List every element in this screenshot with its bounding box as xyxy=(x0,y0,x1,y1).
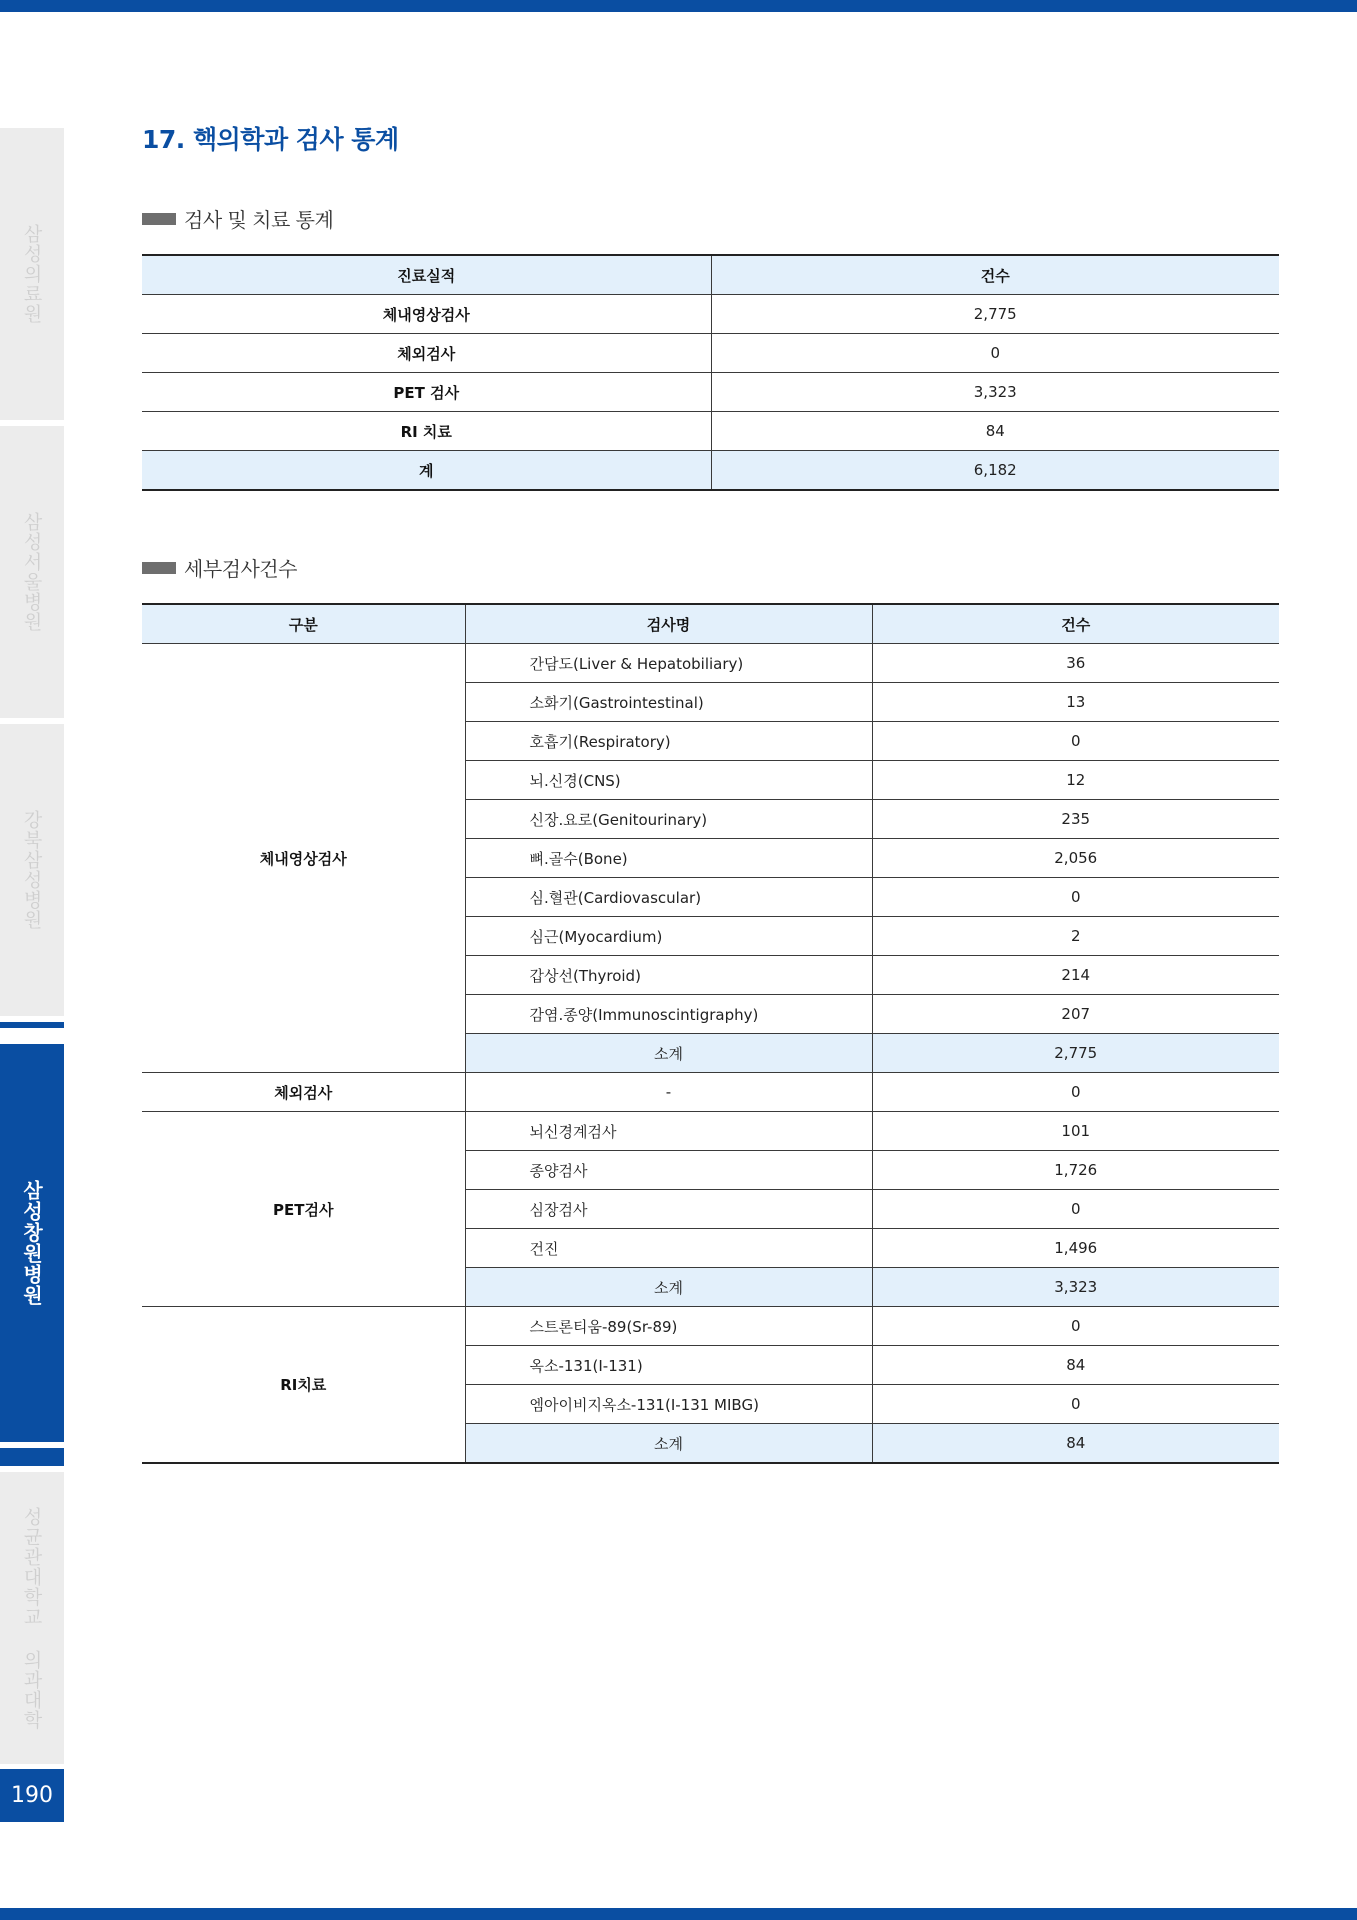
table-row xyxy=(142,1112,1279,1151)
side-tab-samsung-changwon-hospital[interactable] xyxy=(0,1044,64,1442)
column-header: 건수 xyxy=(872,604,1279,644)
exam-count: 0 xyxy=(872,1385,1279,1424)
exam-name: 건진 xyxy=(465,1229,872,1268)
exam-count: 36 xyxy=(872,644,1279,683)
exam-name: 호흡기(Respiratory) xyxy=(465,722,872,761)
side-tab-kangbuk-samsung-hospital[interactable] xyxy=(0,724,64,1016)
table-row xyxy=(142,412,1279,451)
row-label: PET 검사 xyxy=(142,373,711,412)
group-label: 체내영상검사 xyxy=(142,644,465,1073)
exam-name: 소화기(Gastrointestinal) xyxy=(465,683,872,722)
subtotal-label: 소계 xyxy=(465,1424,872,1464)
table-row xyxy=(142,334,1279,373)
section-marker xyxy=(142,213,176,225)
exam-count: 2,056 xyxy=(872,839,1279,878)
side-tab-divider xyxy=(0,1022,64,1028)
row-count: 3,323 xyxy=(711,373,1279,412)
row-label: 체외검사 xyxy=(142,334,711,373)
exam-name: 감염.종양(Immunoscintigraphy) xyxy=(465,995,872,1034)
column-header: 진료실적 xyxy=(142,255,711,295)
section-marker xyxy=(142,562,176,574)
column-header: 구분 xyxy=(142,604,465,644)
table-row xyxy=(142,644,1279,683)
side-tab-label: 삼성의료원 xyxy=(20,224,43,324)
exam-name: 엠아이비지옥소-131(I-131 MIBG) xyxy=(465,1385,872,1424)
page-number: 190 xyxy=(0,1769,64,1822)
group-label: PET검사 xyxy=(142,1112,465,1307)
row-label: 체내영상검사 xyxy=(142,295,711,334)
subtotal-count: 84 xyxy=(872,1424,1279,1464)
exam-name: 간담도(Liver & Hepatobiliary) xyxy=(465,644,872,683)
subtotal-count: 2,775 xyxy=(872,1034,1279,1073)
exam-name: 뇌신경계검사 xyxy=(465,1112,872,1151)
exam-count: 84 xyxy=(872,1346,1279,1385)
row-count: 2,775 xyxy=(711,295,1279,334)
side-tab-skku-medicine[interactable] xyxy=(0,1472,64,1764)
exam-count: 1,496 xyxy=(872,1229,1279,1268)
table-header-row xyxy=(142,255,1279,295)
row-count: 0 xyxy=(711,334,1279,373)
total-count: 6,182 xyxy=(711,451,1279,491)
exam-name: 뼈.골수(Bone) xyxy=(465,839,872,878)
exam-name: 갑상선(Thyroid) xyxy=(465,956,872,995)
exam-count: 214 xyxy=(872,956,1279,995)
side-tab-label: 성균관대학교 의과대학 xyxy=(20,1506,43,1730)
table-row xyxy=(142,1073,1279,1112)
exam-name: 뇌.신경(CNS) xyxy=(465,761,872,800)
exam-count: 1,726 xyxy=(872,1151,1279,1190)
side-tab-label: 삼성서울병원 xyxy=(20,512,43,632)
exam-count: 12 xyxy=(872,761,1279,800)
table-row xyxy=(142,295,1279,334)
exam-count: 235 xyxy=(872,800,1279,839)
exam-name: 옥소-131(I-131) xyxy=(465,1346,872,1385)
exam-name: 종양검사 xyxy=(465,1151,872,1190)
column-header: 검사명 xyxy=(465,604,872,644)
subtotal-label: 소계 xyxy=(465,1034,872,1073)
table-header-row xyxy=(142,604,1279,644)
side-tab-divider xyxy=(0,1448,64,1466)
subtotal-count: 3,323 xyxy=(872,1268,1279,1307)
subtotal-label: 소계 xyxy=(465,1268,872,1307)
exam-count: 0 xyxy=(872,878,1279,917)
exam-name: 스트론티움-89(Sr-89) xyxy=(465,1307,872,1346)
side-tab-label: 강북삼성병원 xyxy=(20,810,43,930)
exam-name: 신장.요로(Genitourinary) xyxy=(465,800,872,839)
exam-count: 2 xyxy=(872,917,1279,956)
table-row xyxy=(142,373,1279,412)
column-header: 건수 xyxy=(711,255,1279,295)
group-label: RI치료 xyxy=(142,1307,465,1464)
side-tab-label: 삼성창원병원 xyxy=(19,1180,44,1306)
detail-counts-table xyxy=(142,603,1279,1464)
top-accent-bar xyxy=(0,0,1357,12)
row-label: RI 치료 xyxy=(142,412,711,451)
side-tab-samsung-medical-center[interactable] xyxy=(0,128,64,420)
exam-name: - xyxy=(465,1073,872,1112)
exam-count: 101 xyxy=(872,1112,1279,1151)
exam-count: 0 xyxy=(872,1190,1279,1229)
row-count: 84 xyxy=(711,412,1279,451)
section-heading-treatment-stats xyxy=(142,204,333,233)
table-row xyxy=(142,1307,1279,1346)
exam-count: 0 xyxy=(872,722,1279,761)
exam-count: 207 xyxy=(872,995,1279,1034)
section-heading-text: 검사 및 치료 통계 xyxy=(184,208,334,232)
exam-name: 심근(Myocardium) xyxy=(465,917,872,956)
group-label: 체외검사 xyxy=(142,1073,465,1112)
bottom-accent-bar xyxy=(0,1908,1357,1920)
page-title: 17. 핵의학과 검사 통계 xyxy=(142,125,399,154)
exam-name: 심.혈관(Cardiovascular) xyxy=(465,878,872,917)
table-total-row xyxy=(142,451,1279,491)
exam-count: 13 xyxy=(872,683,1279,722)
total-label: 계 xyxy=(142,451,711,491)
exam-name: 심장검사 xyxy=(465,1190,872,1229)
section-heading-text: 세부검사건수 xyxy=(184,557,297,581)
side-tab-samsung-seoul-hospital[interactable] xyxy=(0,426,64,718)
exam-count: 0 xyxy=(872,1073,1279,1112)
treatment-stats-table xyxy=(142,254,1279,491)
section-heading-detail-counts xyxy=(142,553,297,582)
exam-count: 0 xyxy=(872,1307,1279,1346)
